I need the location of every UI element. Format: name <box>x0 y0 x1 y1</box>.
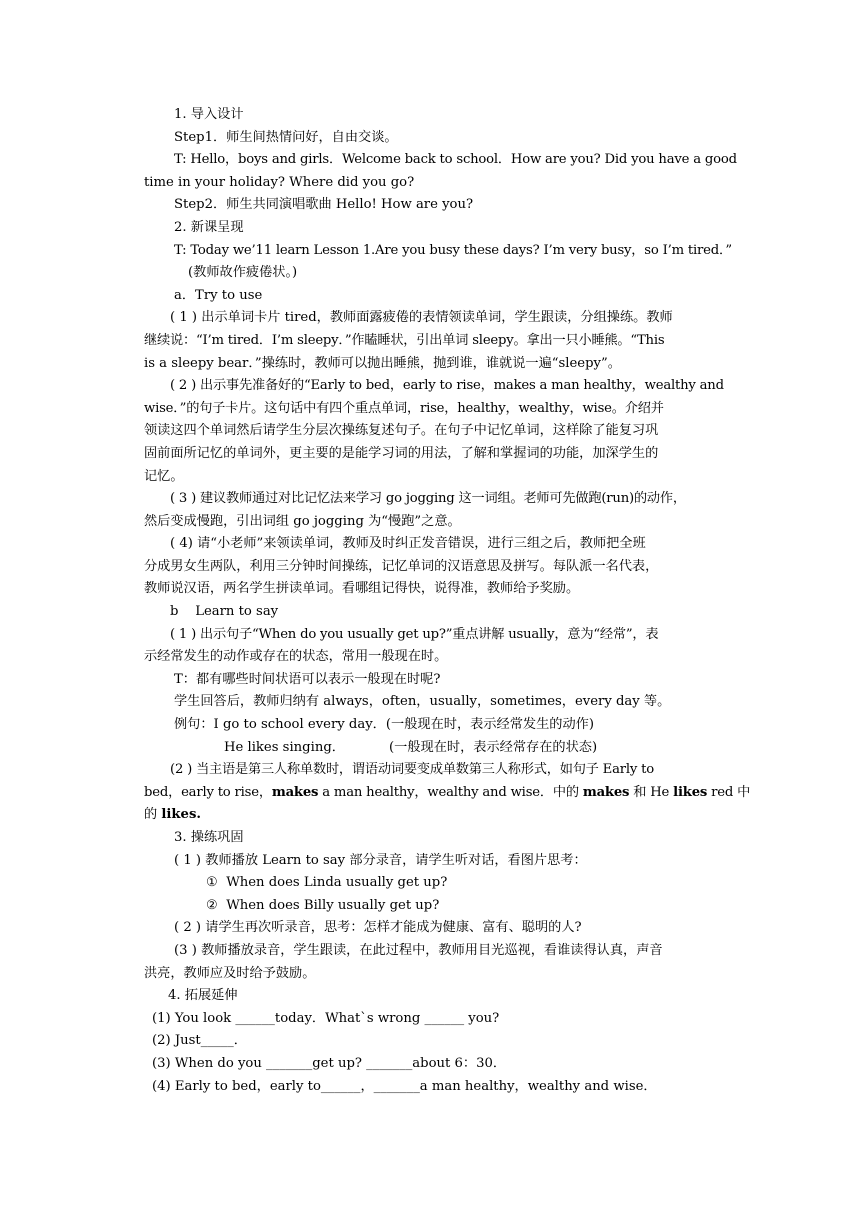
example-1-sentence: 例句：I go to school every day． <box>174 717 386 733</box>
summary-line: 学生回答后，教师归纳有 always，often，usually，sometimes，every day 等。 <box>174 694 671 710</box>
paragraph-5-line2: 示经常发生的动作或存在的状态，常用一般现在时。 <box>144 649 448 665</box>
document-page <box>144 104 751 1098</box>
p6-text-3: 和 He <box>629 784 674 800</box>
paragraph-4-line2: 分成男女生两队，利用三分钟时间操练，记忆单词的汉语意思及拼写。每队派一名代表， <box>144 558 659 574</box>
step1-text: Step1．师生间热情问好，自由交谈。 <box>174 129 398 145</box>
paragraph-2-line1: ( 2 ) 出示事先准备好的“Early to bed，early to rise，makes a man healthy，wealthy and <box>170 378 724 394</box>
section-heading-extension: 4. 拓展延伸 <box>168 988 238 1004</box>
step2-text: Step2．师生共同演唱歌曲 Hello! How are you? <box>174 197 474 213</box>
exercise-1: (1) You look ______today．What`s wrong ______ you? <box>152 1010 500 1026</box>
exercise-3: (3) When do you _______get up? _______about 6：30． <box>152 1055 507 1071</box>
paragraph-4-line3: 教师说汉语，两名学生拼读单词。看哪组记得快，说得准，教师给予奖励。 <box>144 581 580 597</box>
teacher-greeting-line2: time in your holiday? Where did you go? <box>144 174 415 190</box>
example-2-sentence: He likes singing． <box>224 739 345 755</box>
p6-text-2: a man healthy，wealthy and wise．中的 <box>318 784 583 800</box>
paragraph-1-line2: 继续说：“I’m tired．I’m sleepy．”作瞌睡状，引出单词 sleepy。拿出一只小睡熊。“This <box>144 332 665 348</box>
paragraph-2-line5: 记忆。 <box>144 468 184 484</box>
exercise-4: (4) Early to bed，early to______，_______a man healthy，wealthy and wise． <box>152 1078 657 1094</box>
paragraph-6-line1: (2 ) 当主语是第三人称单数时，谓语动词要变成单数第三人称形式，如句子 Early to <box>170 762 654 778</box>
section-heading-intro: 1. 导入设计 <box>174 107 244 122</box>
paragraph-1-line1: ( 1 ) 出示单词卡片 tired，教师面露疲倦的表情领读单词，学生跟读，分组操练。教师 <box>170 310 673 326</box>
example-2-note: (一般现在时，表示经常存在的状态) <box>389 739 598 755</box>
paragraph-3-line2: 然后变成慢跑，引出词组 go jogging 为“慢跑”之意。 <box>144 513 461 529</box>
practice-item-1: ( 1 ) 教师播放 Learn to say 部分录音，请学生听对话，看图片思考： <box>174 852 587 868</box>
section-heading-new-lesson: 2. 新课呈现 <box>174 219 244 235</box>
paragraph-2-line2: wise．”的句子卡片。这句话中有四个重点单词，rise，healthy，wealthy，wise。介绍并 <box>144 400 664 416</box>
subheading-learn-to-say: b Learn to say <box>170 604 279 620</box>
paragraph-7-line2: 洪亮，教师应及时给予鼓励。 <box>144 965 316 981</box>
paragraph-4-line1: ( 4) 请“小老师”来领读单词，教师及时纠正发音错误，进行三组之后，教师把全班 <box>170 536 646 552</box>
example-1-note: (一般现在时，表示经常发生的动作) <box>385 717 594 733</box>
p6-text-4: red 中 <box>707 784 751 800</box>
p6-bold-likes-2: likes. <box>161 807 201 823</box>
practice-question-1: ① When does Linda usually get up? <box>206 875 448 891</box>
p6-bold-makes-2: makes <box>582 784 630 800</box>
question-line: T：都有哪些时间状语可以表示一般现在时呢? <box>174 671 441 687</box>
paragraph-2-line3: 领读这四个单词然后请学生分层次操练复述句子。在句子中记忆单词，这样除了能复习巩 <box>144 423 659 439</box>
p6-bold-likes: likes <box>673 784 708 800</box>
practice-question-2: ② When does Billy usually get up? <box>206 897 440 913</box>
teacher-intro-line1: T: Today we’11 learn Lesson 1.Are you busy these days? I’m very busy，so I’m tired．” <box>174 242 732 258</box>
p6-bold-makes-1: makes <box>271 784 319 800</box>
paragraph-6-line3 <box>144 804 732 827</box>
example-line-1 <box>144 714 732 737</box>
teacher-greeting-line1: T: Hello，boys and girls．Welcome back to school．How are you? Did you have a good <box>174 152 737 168</box>
exercise-2: (2) Just_____． <box>152 1033 247 1049</box>
paragraph-2-line4: 固前面所记忆的单词外，更主要的是能学习词的用法，了解和掌握词的功能，加深学生的 <box>144 445 659 461</box>
paragraph-1-line3: is a sleepy bear．”操练时，教师可以抛出睡熊，抛到谁，谁就说一遍“sleepy”。 <box>144 355 621 371</box>
paragraph-3-line1: ( 3 ) 建议教师通过对比记忆法来学习 go jogging 这一词组。老师可先做跑(run)的动作， <box>170 491 686 507</box>
p6-text-1: bed，early to rise， <box>144 784 272 800</box>
subheading-try-to-use: a．Try to use <box>174 287 263 303</box>
paragraph-6-line2 <box>144 782 751 805</box>
practice-item-2: ( 2 ) 请学生再次听录音，思考：怎样才能成为健康、富有、聪明的人? <box>174 920 582 936</box>
paragraph-5-line1: ( 1 ) 出示句子“When do you usually get up?”重点讲解 usually，意为“经常”，表 <box>170 626 659 642</box>
teacher-intro-line2: (教师故作疲倦状。) <box>188 265 298 281</box>
paragraph-7-line1: (3 ) 教师播放录音，学生跟读，在此过程中，教师用目光巡视，看谁读得认真，声音 <box>174 942 663 958</box>
example-line-2 <box>144 737 732 760</box>
p6-text-5: 的 <box>144 807 162 823</box>
section-heading-practice: 3. 操练巩固 <box>174 830 244 845</box>
